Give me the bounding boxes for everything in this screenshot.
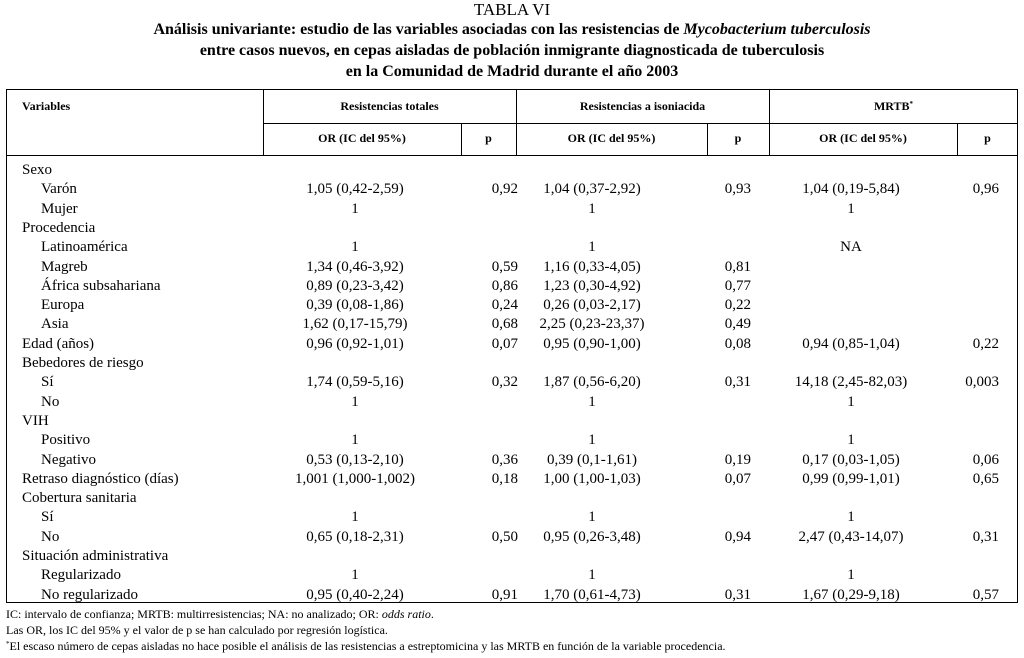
row-label: Sí (41, 509, 54, 526)
row-label: Latinoamérica (41, 239, 128, 256)
footnote-mrtb-text: El escaso número de cepas aisladas no hace posible el análisis de las resistencias a estreptomicina y las MRTB en función de la variable procedencia. (9, 639, 726, 653)
row-label: África subsahariana (41, 277, 161, 294)
row-label: No (41, 528, 60, 545)
or-ci-cell: 0,39 (0,1-1,61) (547, 451, 637, 468)
row-label: Edad (años) (22, 335, 95, 352)
table-row (0, 489, 1024, 508)
or-ci-cell: 1 (847, 393, 855, 410)
or-ci-cell: 1 (351, 432, 359, 449)
or-ci-cell: 2,47 (0,43-14,07) (798, 528, 904, 545)
or-ci-cell: 1,001 (1,000-1,002) (295, 470, 415, 487)
or-ci-cell: 1 (351, 567, 359, 584)
row-label: Asia (41, 316, 69, 333)
or-ci-cell: 1,67 (0,29-9,18) (802, 586, 900, 603)
or-ci-cell: 14,18 (2,45-82,03) (794, 374, 908, 391)
header-mrtb-label: MRTB (873, 99, 910, 113)
p-value-cell: 0,19 (724, 451, 751, 468)
p-value-cell: 0,06 (972, 451, 999, 468)
or-ci-cell: 2,25 (0,23-23,37) (539, 316, 645, 333)
table-row (0, 470, 1024, 489)
table-row (0, 373, 1024, 392)
or-ci-cell: 1 (588, 200, 596, 217)
table-row (0, 431, 1024, 450)
header-p-mrtb: p (984, 131, 991, 145)
p-value-cell: 0,96 (972, 181, 999, 198)
or-ci-cell: 1,04 (0,37-2,92) (543, 181, 641, 198)
table-row (0, 180, 1024, 199)
header-bottom-rule (6, 155, 1018, 156)
p-value-cell: 0,31 (972, 528, 999, 545)
p-value-cell: 0,003 (965, 374, 999, 391)
or-ci-cell: 1 (847, 200, 855, 217)
header-p-totales: p (485, 131, 492, 145)
or-ci-cell: 1 (847, 567, 855, 584)
p-value-cell: 0,36 (491, 451, 518, 468)
table-row (0, 161, 1024, 180)
row-label: Retraso diagnóstico (días) (22, 470, 179, 487)
title-organism: Mycobacterium tuberculosis (683, 21, 871, 38)
table-row (0, 335, 1024, 354)
table-row (0, 296, 1024, 315)
row-label: VIH (22, 412, 49, 429)
row-label: Procedencia (22, 219, 96, 236)
row-label: Situación administrativa (22, 548, 169, 564)
row-label: Sí (41, 374, 54, 391)
table-row (0, 277, 1024, 296)
footnote-method: Las OR, los IC del 95% y el valor de p se han calculado por regresión logística. (6, 623, 388, 637)
p-value-cell: 0,22 (972, 335, 999, 352)
or-ci-cell: 1 (588, 567, 596, 584)
row-label: Mujer (41, 200, 78, 217)
or-ci-cell: 0,17 (0,03-1,05) (802, 451, 900, 468)
table-row (0, 200, 1024, 219)
or-ci-cell: 1 (351, 393, 359, 410)
header-resistencias-totales: Resistencias totales (340, 99, 439, 113)
p-value-cell: 0,32 (491, 374, 518, 391)
row-label: No regularizado (41, 586, 139, 603)
p-value-cell: 0,91 (491, 586, 518, 603)
or-ci-cell: NA (840, 239, 862, 256)
row-label: Bebedores de riesgo (22, 355, 144, 371)
p-value-cell: 0,24 (491, 297, 518, 314)
header-or-mrtb: OR (IC del 95%) (819, 131, 907, 145)
p-value-cell: 0,81 (724, 258, 751, 275)
table-row (0, 354, 1024, 373)
title-text: Análisis univariante: estudio de las variables asociadas con las resistencias de (153, 21, 684, 38)
or-ci-cell: 1,87 (0,56-6,20) (543, 374, 641, 391)
row-label: Positivo (41, 432, 91, 449)
or-ci-cell: 1,23 (0,30-4,92) (543, 277, 641, 294)
header-or-totales: OR (IC del 95%) (318, 131, 406, 145)
or-ci-cell: 0,94 (0,85-1,04) (802, 335, 900, 352)
or-ci-cell: 1,74 (0,59-5,16) (306, 374, 404, 391)
or-ci-cell: 1 (847, 509, 855, 526)
or-ci-cell: 0,96 (0,92-1,01) (306, 335, 404, 352)
header-divider (263, 123, 1018, 124)
or-ci-cell: 1,62 (0,17-15,79) (302, 316, 408, 333)
table-row (0, 566, 1024, 585)
p-value-cell: 0,65 (972, 470, 999, 487)
p-value-cell: 0,50 (491, 528, 518, 545)
table-row (0, 258, 1024, 277)
header-mrtb-footnote-mark: * (909, 100, 914, 108)
p-value-cell: 0,31 (724, 586, 751, 603)
table-row (0, 315, 1024, 334)
or-ci-cell: 0,89 (0,23-3,42) (306, 277, 404, 294)
table-row (0, 586, 1024, 605)
footnote-italic-term: odds ratio (381, 607, 431, 621)
row-label: Regularizado (41, 567, 121, 584)
p-value-cell: 0,49 (724, 316, 751, 333)
or-ci-cell: 1 (351, 239, 359, 256)
header-p-isoniacida: p (734, 131, 742, 145)
or-ci-cell: 1,16 (0,33-4,05) (543, 258, 641, 275)
or-ci-cell: 1 (847, 432, 855, 449)
table-row (0, 508, 1024, 527)
or-ci-cell: 1 (588, 432, 596, 449)
footnote-text-end: . (430, 607, 434, 621)
or-ci-cell: 1 (588, 393, 596, 410)
or-ci-cell: 1,34 (0,46-3,92) (306, 258, 404, 275)
p-value-cell: 0,59 (491, 258, 518, 275)
or-ci-cell: 0,53 (0,13-2,10) (306, 451, 404, 468)
p-value-cell: 0,18 (491, 470, 518, 487)
header-resistencias-isoniacida: Resistencias a isoniacida (579, 99, 706, 113)
p-value-cell: 0,22 (724, 297, 751, 314)
footnote-abbreviations (6, 607, 434, 621)
table-title-line-1 (0, 20, 1024, 39)
or-ci-cell: 1 (588, 239, 596, 256)
or-ci-cell: 1,05 (0,42-2,59) (306, 181, 404, 198)
table-number: TABLA VI (473, 0, 551, 19)
or-ci-cell: 0,65 (0,18-2,31) (306, 528, 404, 545)
footnote-mark: * (6, 640, 10, 648)
or-ci-cell: 1,70 (0,61-4,73) (543, 586, 641, 603)
p-value-cell: 0,57 (972, 586, 999, 603)
row-label: Europa (41, 297, 85, 314)
or-ci-cell: 1,00 (1,00-1,03) (543, 470, 641, 487)
header-mrtb (769, 99, 1018, 113)
or-ci-cell: 0,95 (0,26-3,48) (543, 528, 641, 545)
table-row (0, 238, 1024, 257)
p-value-cell: 0,31 (724, 374, 751, 391)
table-row (0, 547, 1024, 566)
row-label: Magreb (41, 258, 88, 275)
row-label: Varón (41, 181, 77, 198)
header-or-isoniacida: OR (IC del 95%) (567, 131, 656, 145)
p-value-cell: 0,07 (491, 335, 518, 352)
row-label: No (41, 393, 60, 410)
p-value-cell: 0,93 (724, 181, 751, 198)
or-ci-cell: 1 (351, 509, 359, 526)
or-ci-cell: 1 (588, 509, 596, 526)
table-title-line-2: entre casos nuevos, en cepas aisladas de población inmigrante diagnosticada de tuberculosis (199, 42, 825, 59)
row-label: Cobertura sanitaria (22, 490, 137, 507)
p-value-cell: 0,08 (724, 335, 751, 352)
table-row (0, 528, 1024, 547)
or-ci-cell: 0,95 (0,90-1,00) (543, 335, 641, 352)
p-value-cell: 0,07 (724, 470, 751, 487)
table-row (0, 451, 1024, 470)
or-ci-cell: 1 (351, 200, 359, 217)
p-value-cell: 0,86 (491, 277, 518, 294)
header-variables: Variables (22, 99, 71, 113)
table-title-line-3: en la Comunidad de Madrid durante el año 2003 (345, 63, 679, 80)
or-ci-cell: 0,26 (0,03-2,17) (543, 297, 641, 314)
row-label: Negativo (41, 451, 96, 468)
row-label: Sexo (22, 162, 52, 178)
table-row (0, 393, 1024, 412)
or-ci-cell: 1,04 (0,19-5,84) (802, 181, 900, 198)
p-value-cell: 0,77 (724, 277, 751, 294)
p-value-cell: 0,68 (491, 316, 518, 333)
or-ci-cell: 0,39 (0,08-1,86) (306, 297, 404, 314)
or-ci-cell: 0,95 (0,40-2,24) (306, 586, 404, 603)
table-row (0, 219, 1024, 238)
p-value-cell: 0,92 (491, 181, 518, 198)
footnote-mrtb (6, 639, 726, 653)
table-row (0, 412, 1024, 431)
or-ci-cell: 0,99 (0,99-1,01) (802, 470, 900, 487)
p-value-cell: 0,94 (724, 528, 751, 545)
footnote-text: IC: intervalo de confianza; MRTB: multirresistencias; NA: no analizado; OR: (6, 607, 382, 621)
